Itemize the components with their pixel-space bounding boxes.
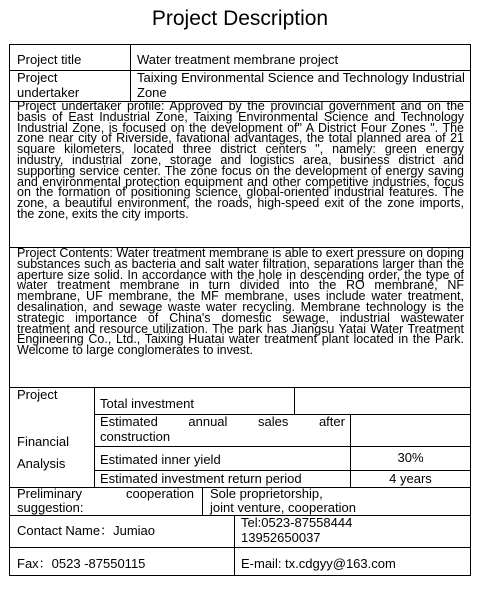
inner-yield-value: 30% <box>397 450 424 465</box>
rule-contact-split <box>234 515 235 576</box>
rule-cooperation-split <box>202 487 203 515</box>
rule-annual-sales-bottom <box>94 446 470 447</box>
page-title: Project Description <box>151 7 329 30</box>
cooperation-label-word-1: Preliminary <box>17 486 83 501</box>
return-period-value: 4 years <box>389 471 432 486</box>
annual-sales-word-3: sales <box>258 414 289 429</box>
annual-sales-word-1: Estimated <box>100 414 158 429</box>
rule-contents-bottom <box>10 387 470 388</box>
undertaker-profile: Project undertaker profile: Approved by the provincial government and on the basis of East Industrial Zone, Taixing Environmental Science and Technology Industrial Zone, is focused on the development of" A District Four Zones ". The zone near city of Riverside, favational advantages, the total planned area of 21 square kilometers, located three district centers ", namely: green energy industry, industrial zone, storage and logistics area, business district and supporting service center. The zone focus on the development of energy saving and environmental protection equipment and other competitive industries, focus on the formation of positioning science, global-oriented industrial features. The zone, a beautiful environment, the roads, high-speed exit of the zone imports, the zone, exits the city imports. <box>17 101 464 221</box>
undertaker-label-line2: undertaker <box>17 85 80 100</box>
inner-yield-label: Estimated inner yield <box>100 452 221 467</box>
project-title-value: Water treatment membrane project <box>137 52 339 67</box>
rule-label-column <box>130 45 131 101</box>
undertaker-label-line1: Project <box>17 70 58 85</box>
cooperation-label-word-2: cooperation <box>126 486 194 501</box>
annual-sales-label-line1 <box>100 415 345 429</box>
contact-tel-line2: 13952650037 <box>241 530 321 545</box>
total-investment-label: Total investment <box>100 396 194 411</box>
email-address: E-mail: tx.cdgyy@163.com <box>241 556 396 571</box>
rule-contact-bottom <box>10 547 470 548</box>
rule-total-investment-split <box>294 387 295 414</box>
undertaker-value: Taixing Environmental Science and Technology Industrial Zone <box>137 70 465 100</box>
cooperation-label-line1 <box>17 487 194 501</box>
financial-label-line2: Financial <box>17 434 70 449</box>
fax-number: Fax：0523 -87550115 <box>17 556 146 571</box>
contact-tel-line1: Tel:0523-87558444 <box>241 515 353 530</box>
annual-sales-label-line2: construction <box>100 429 171 444</box>
cooperation-label-line2: suggestion: <box>17 500 84 515</box>
cooperation-value-line2: joint venture, cooperation <box>210 500 356 515</box>
financial-label-line1: Project <box>17 387 58 402</box>
financial-label-line3: Analysis <box>17 456 66 471</box>
cooperation-value-line1: Sole proprietorship, <box>210 486 323 501</box>
rule-cooperation-bottom <box>10 515 470 516</box>
contact-name: Contact Name：Jumiao <box>17 523 155 538</box>
project-contents: Project Contents: Water treatment membrane is able to exert pressure on doping substances such as bacteria and salt water filtration, separations larger than the aperture size solid. In accordance with the hole in descending order, the type of water treatment membrane in turn divided into the RO membrane, NF membrane, UF membrane, the MF membrane, uses include water treatment, desalination, and sewage waste water recycling. Membrane technology is the strategic importance of China's domestic sewage, industrial wastewater treatment and resource utilization. The park has Jiangsu Yatai Water Treatment Engineering Co., Ltd., Taixing Huatai water treatment plant located in the Park. Welcome to large conglomerates to invest. <box>17 248 464 358</box>
annual-sales-word-4: after <box>318 414 345 429</box>
return-period-label: Estimated investment return period <box>100 471 302 486</box>
project-title-label: Project title <box>17 52 82 67</box>
annual-sales-word-2: annual <box>188 414 228 429</box>
rule-financial-label-column <box>94 387 95 487</box>
